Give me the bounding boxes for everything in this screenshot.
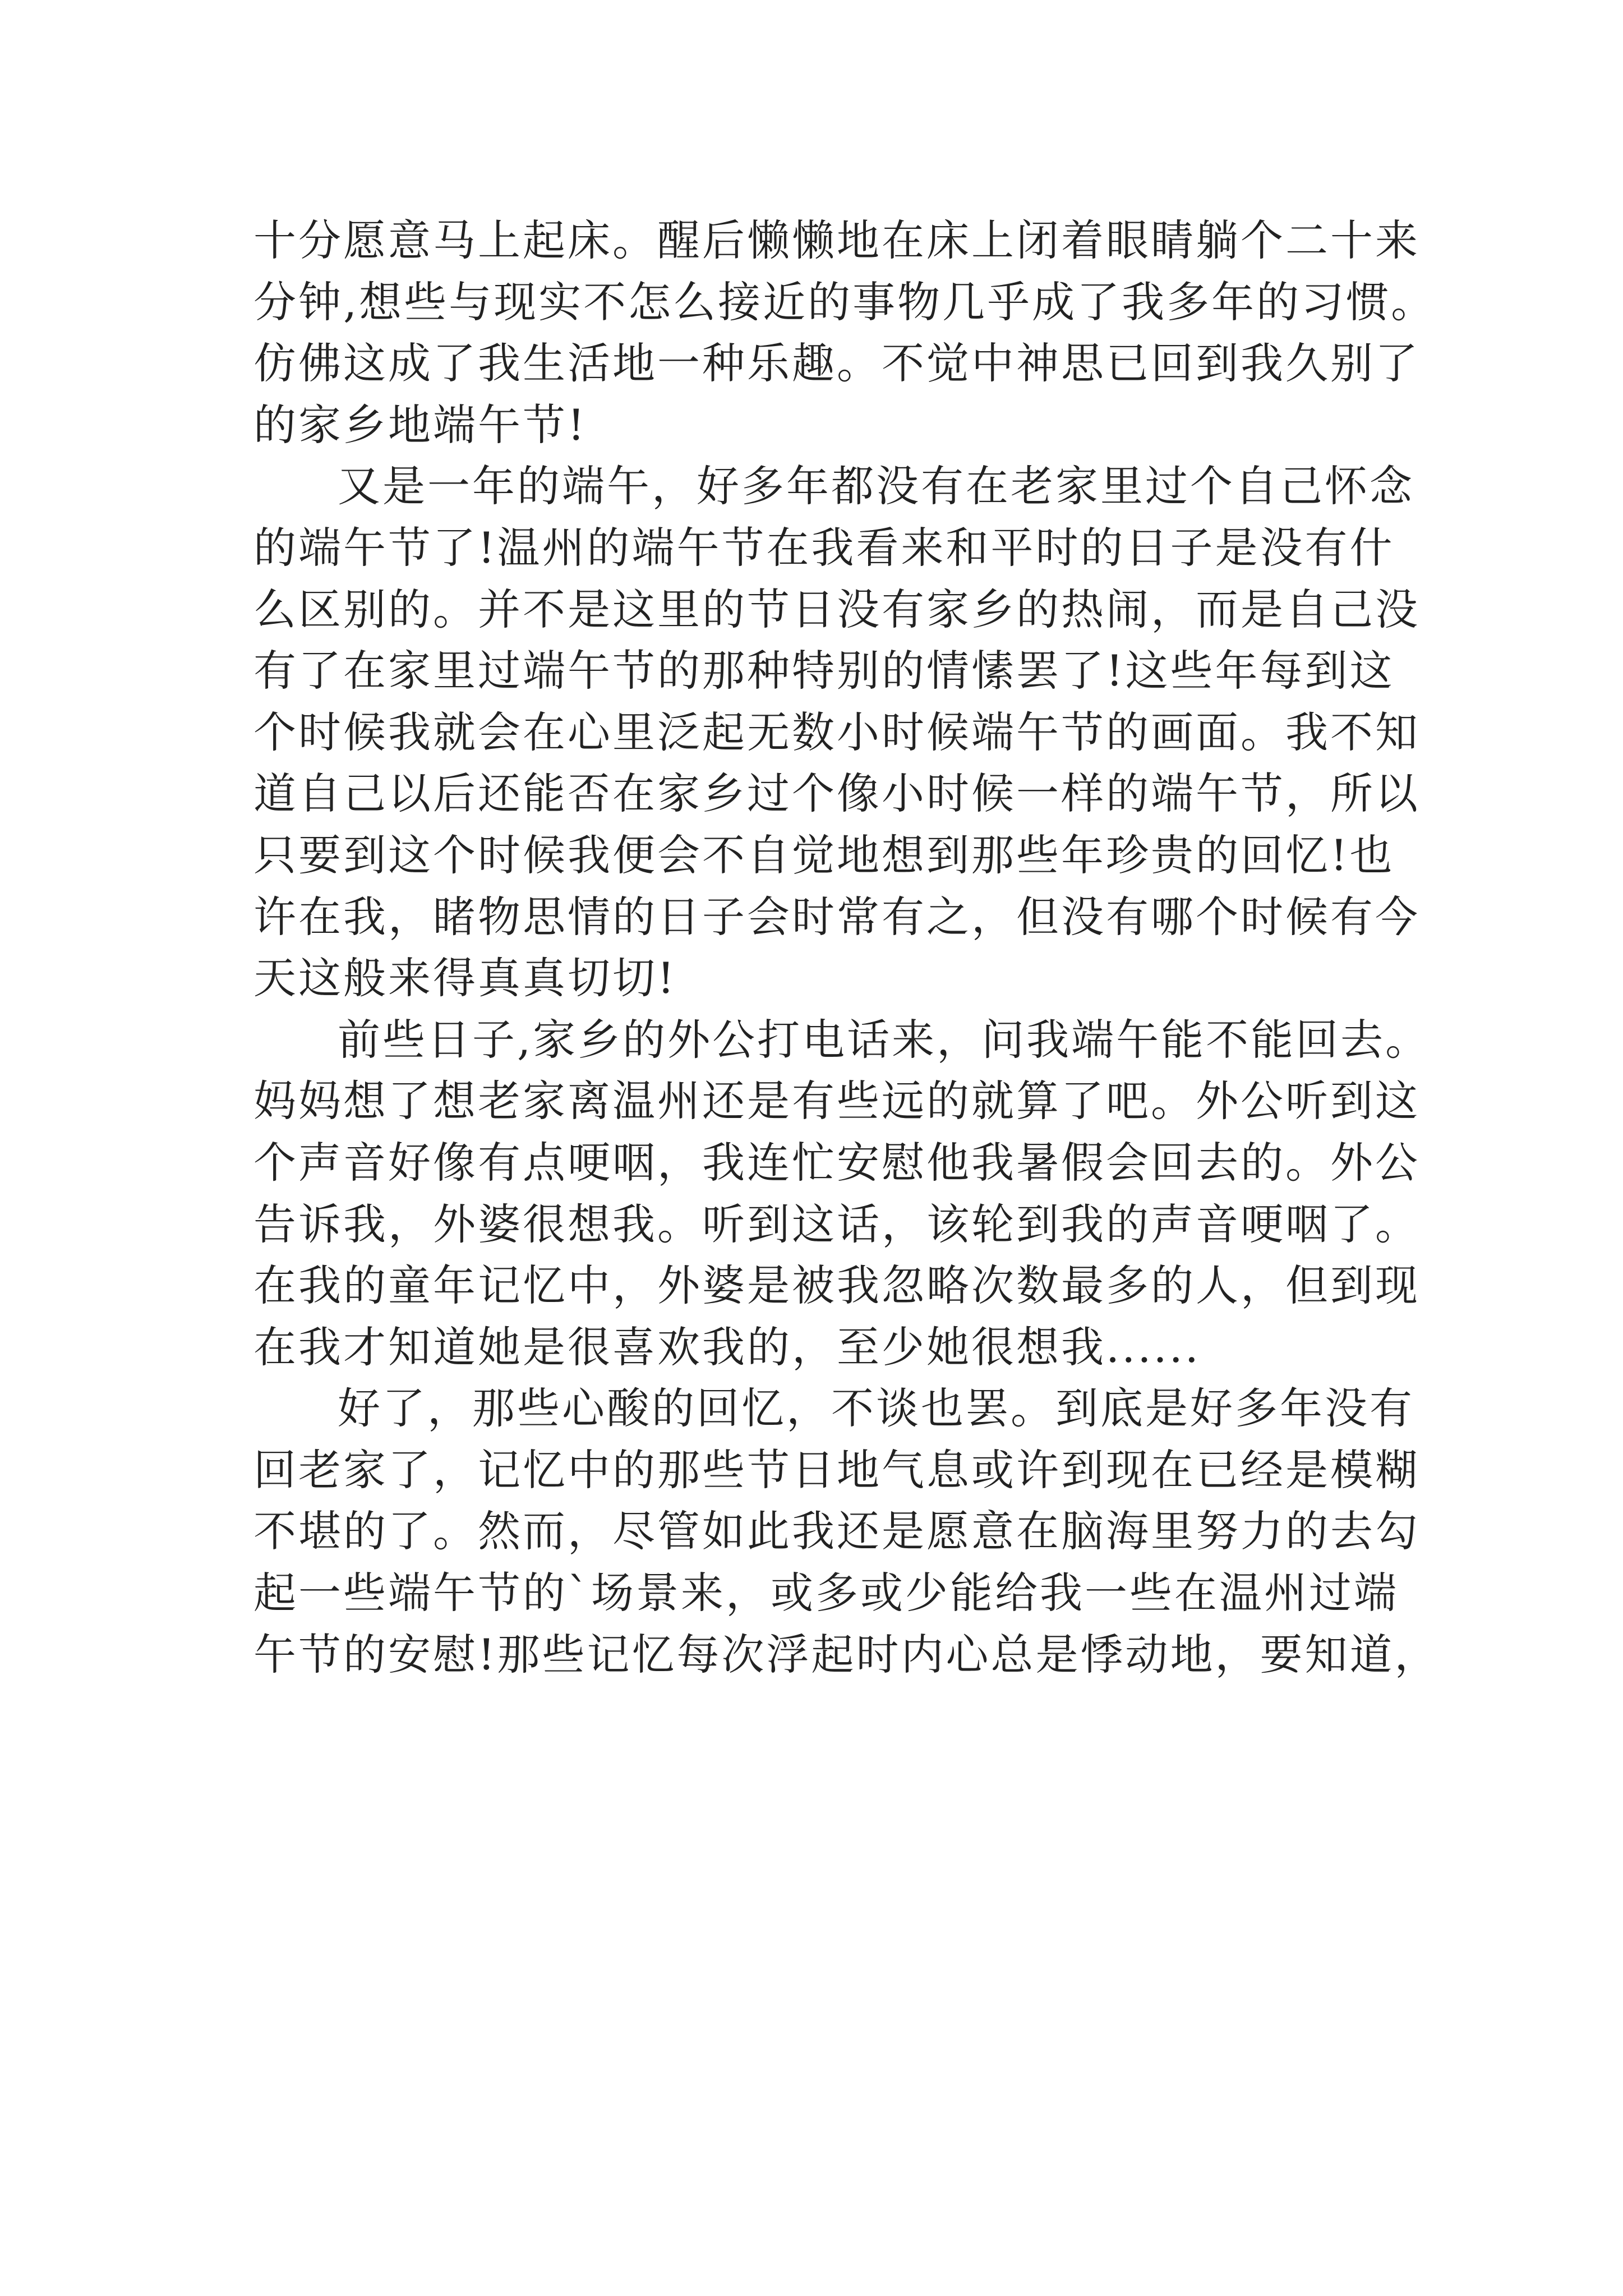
text-line: 有了在家里过端午节的那种特别的情愫罢了!这些年每到这 — [253, 646, 1395, 696]
text-line: 回老家了，记忆中的那些节日地气息或许到现在已经是模糊 — [253, 1444, 1420, 1495]
text-line: 仿佛这成了我生活地一种乐趣。不觉中神思已回到我久别了 — [253, 338, 1420, 389]
text-line: 么区别的。并不是这里的节日没有家乡的热闹，而是自己没 — [253, 584, 1420, 634]
text-line: 前些日子,家乡的外公打电话来，问我端午能不能回去。 — [338, 1014, 1431, 1065]
text-line: 不堪的了。然而，尽管如此我还是愿意在脑海里努力的去勾 — [253, 1506, 1420, 1557]
text-line: 个声音好像有点哽咽，我连忙安慰他我暑假会回去的。外公 — [253, 1137, 1420, 1188]
text-line: 只要到这个时候我便会不自觉地想到那些年珍贵的回忆!也 — [253, 830, 1395, 880]
paragraph-4 — [253, 1378, 1459, 1685]
text-line: 在我才知道她是很喜欢我的，至少她很想我...... — [253, 1322, 1201, 1372]
paragraph-2 — [253, 455, 1459, 1009]
text-line: 午节的安慰!那些记忆每次浮起时内心总是悸动地，要知道， — [253, 1629, 1440, 1680]
text-line: 又是一年的端午，好多年都没有在老家里过个自己怀念 — [338, 461, 1414, 512]
text-line: 十分愿意马上起床。醒后懒懒地在床上闭着眼睛躺个二十来 — [253, 215, 1420, 265]
paragraph-3 — [253, 1009, 1459, 1378]
text-line: 起一些端午节的`场景来，或多或少能给我一些在温州过端 — [253, 1568, 1399, 1618]
text-line: 的端午节了!温州的端午节在我看来和平时的日子是没有什 — [253, 522, 1395, 573]
paragraph-1 — [253, 210, 1459, 455]
text-line: 分钟,想些与现实不怎么接近的事物几乎成了我多年的习惯。 — [253, 277, 1436, 327]
text-line: 在我的童年记忆中，外婆是被我忽略次数最多的人，但到现 — [253, 1260, 1420, 1311]
body-text — [253, 210, 1459, 1685]
text-line: 道自己以后还能否在家乡过个像小时候一样的端午节，所以 — [253, 769, 1420, 819]
text-line: 天这般来得真真切切! — [253, 953, 677, 1004]
text-line: 许在我，睹物思情的日子会时常有之，但没有哪个时候有今 — [253, 891, 1420, 942]
text-line: 妈妈想了想老家离温州还是有些远的就算了吧。外公听到这 — [253, 1076, 1420, 1126]
text-line: 告诉我，外婆很想我。听到这话，该轮到我的声音哽咽了。 — [253, 1199, 1420, 1249]
text-line: 好了，那些心酸的回忆，不谈也罢。到底是好多年没有 — [338, 1383, 1414, 1434]
text-line: 个时候我就会在心里泛起无数小时候端午节的画面。我不知 — [253, 707, 1420, 757]
text-line: 的家乡地端午节! — [253, 399, 587, 450]
